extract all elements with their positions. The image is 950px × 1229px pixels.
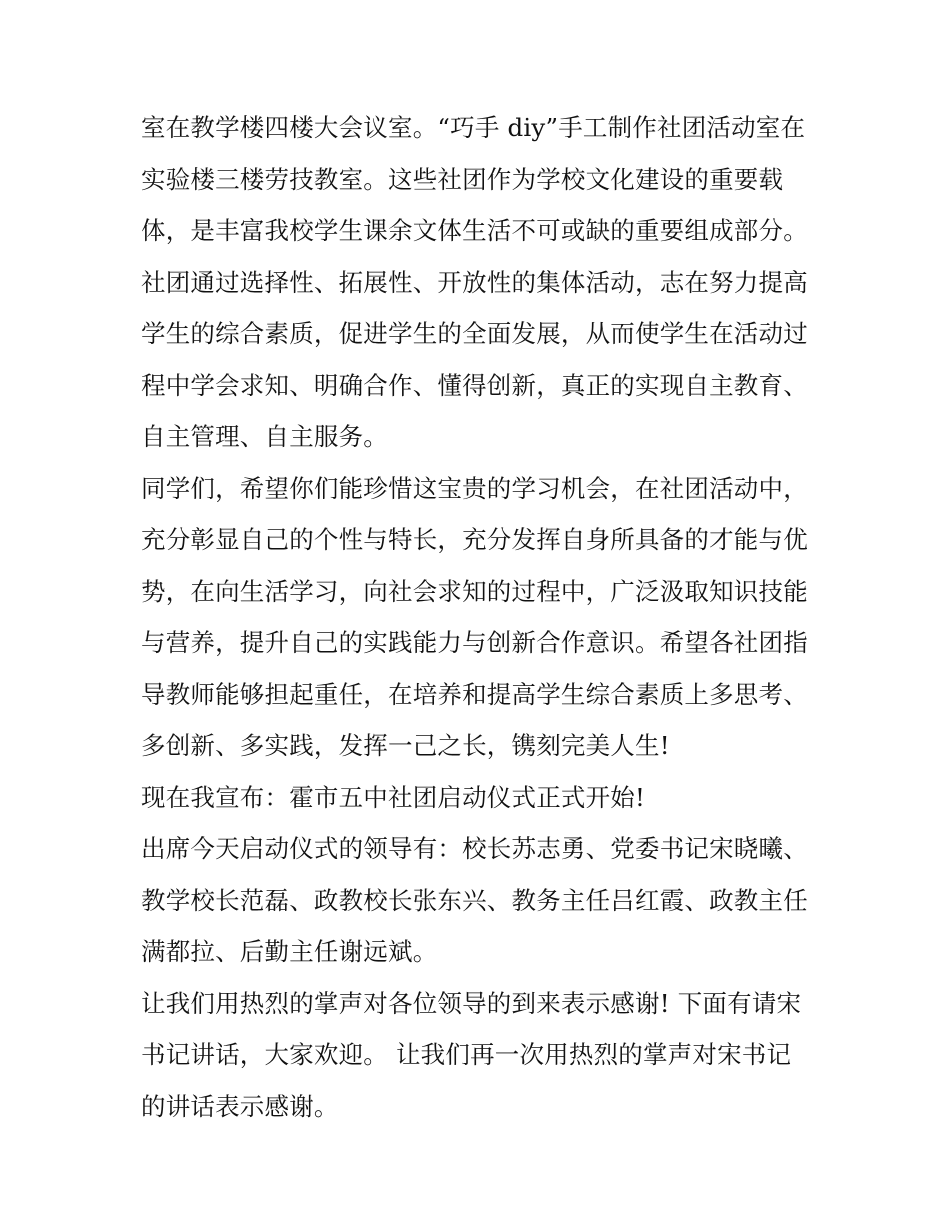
text-line: 体，是丰富我校学生课余文体生活不可或缺的重要组成部分。: [141, 216, 808, 245]
text-line: 实验楼三楼劳技教室。这些社团作为学校文化建设的重要载: [141, 164, 784, 194]
text-line: 势，在向生活学习，向社会求知的过程中，广泛汲取知识技能: [141, 576, 808, 606]
text-line: 出席今天启动仪式的领导有：校长苏志勇、党委书记宋晓曦、: [141, 834, 808, 863]
text-line: 与营养，提升自己的实践能力与创新合作意识。希望各社团指: [141, 628, 808, 657]
text-line: 程中学会求知、明确合作、懂得创新，真正的实现自主教育、: [141, 370, 808, 400]
text-line: 室在教学楼四楼大会议室。“巧手 diy”手工制作社团活动室在: [141, 113, 806, 142]
text-line: 书记讲话，大家欢迎。 让我们再一次用热烈的掌声对宋书记: [141, 1040, 792, 1069]
text-line: 同学们，希望你们能珍惜这宝贵的学习机会，在社团活动中，: [141, 473, 808, 503]
text-line: 学生的综合素质，促进学生的全面发展，从而使学生在活动过: [141, 319, 808, 348]
text-line: 自主管理、自主服务。: [141, 422, 388, 451]
text-line: 现在我宣布：霍市五中社团启动仪式正式开始!: [141, 782, 646, 812]
text-line: 的讲话表示感谢。: [141, 1091, 339, 1121]
text-line: 社团通过选择性、拓展性、开放性的集体活动，志在努力提高: [141, 267, 808, 297]
text-line: 多创新、多实践，发挥一己之长，镌刻完美人生!: [141, 731, 670, 760]
text-line: 教学校长范磊、政教校长张东兴、教务主任吕红霞、政教主任: [141, 885, 808, 915]
text-line: 导教师能够担起重任，在培养和提高学生综合素质上多思考、: [141, 679, 808, 709]
document-body: [141, 102, 821, 1132]
text-line: 充分彰显自己的个性与特长，充分发挥自身所具备的才能与优: [141, 525, 808, 554]
text-line: 满都拉、后勤主任谢远斌。: [141, 937, 438, 966]
text-line: 让我们用热烈的掌声对各位领导的到来表示感谢! 下面有请宋: [141, 988, 802, 1018]
